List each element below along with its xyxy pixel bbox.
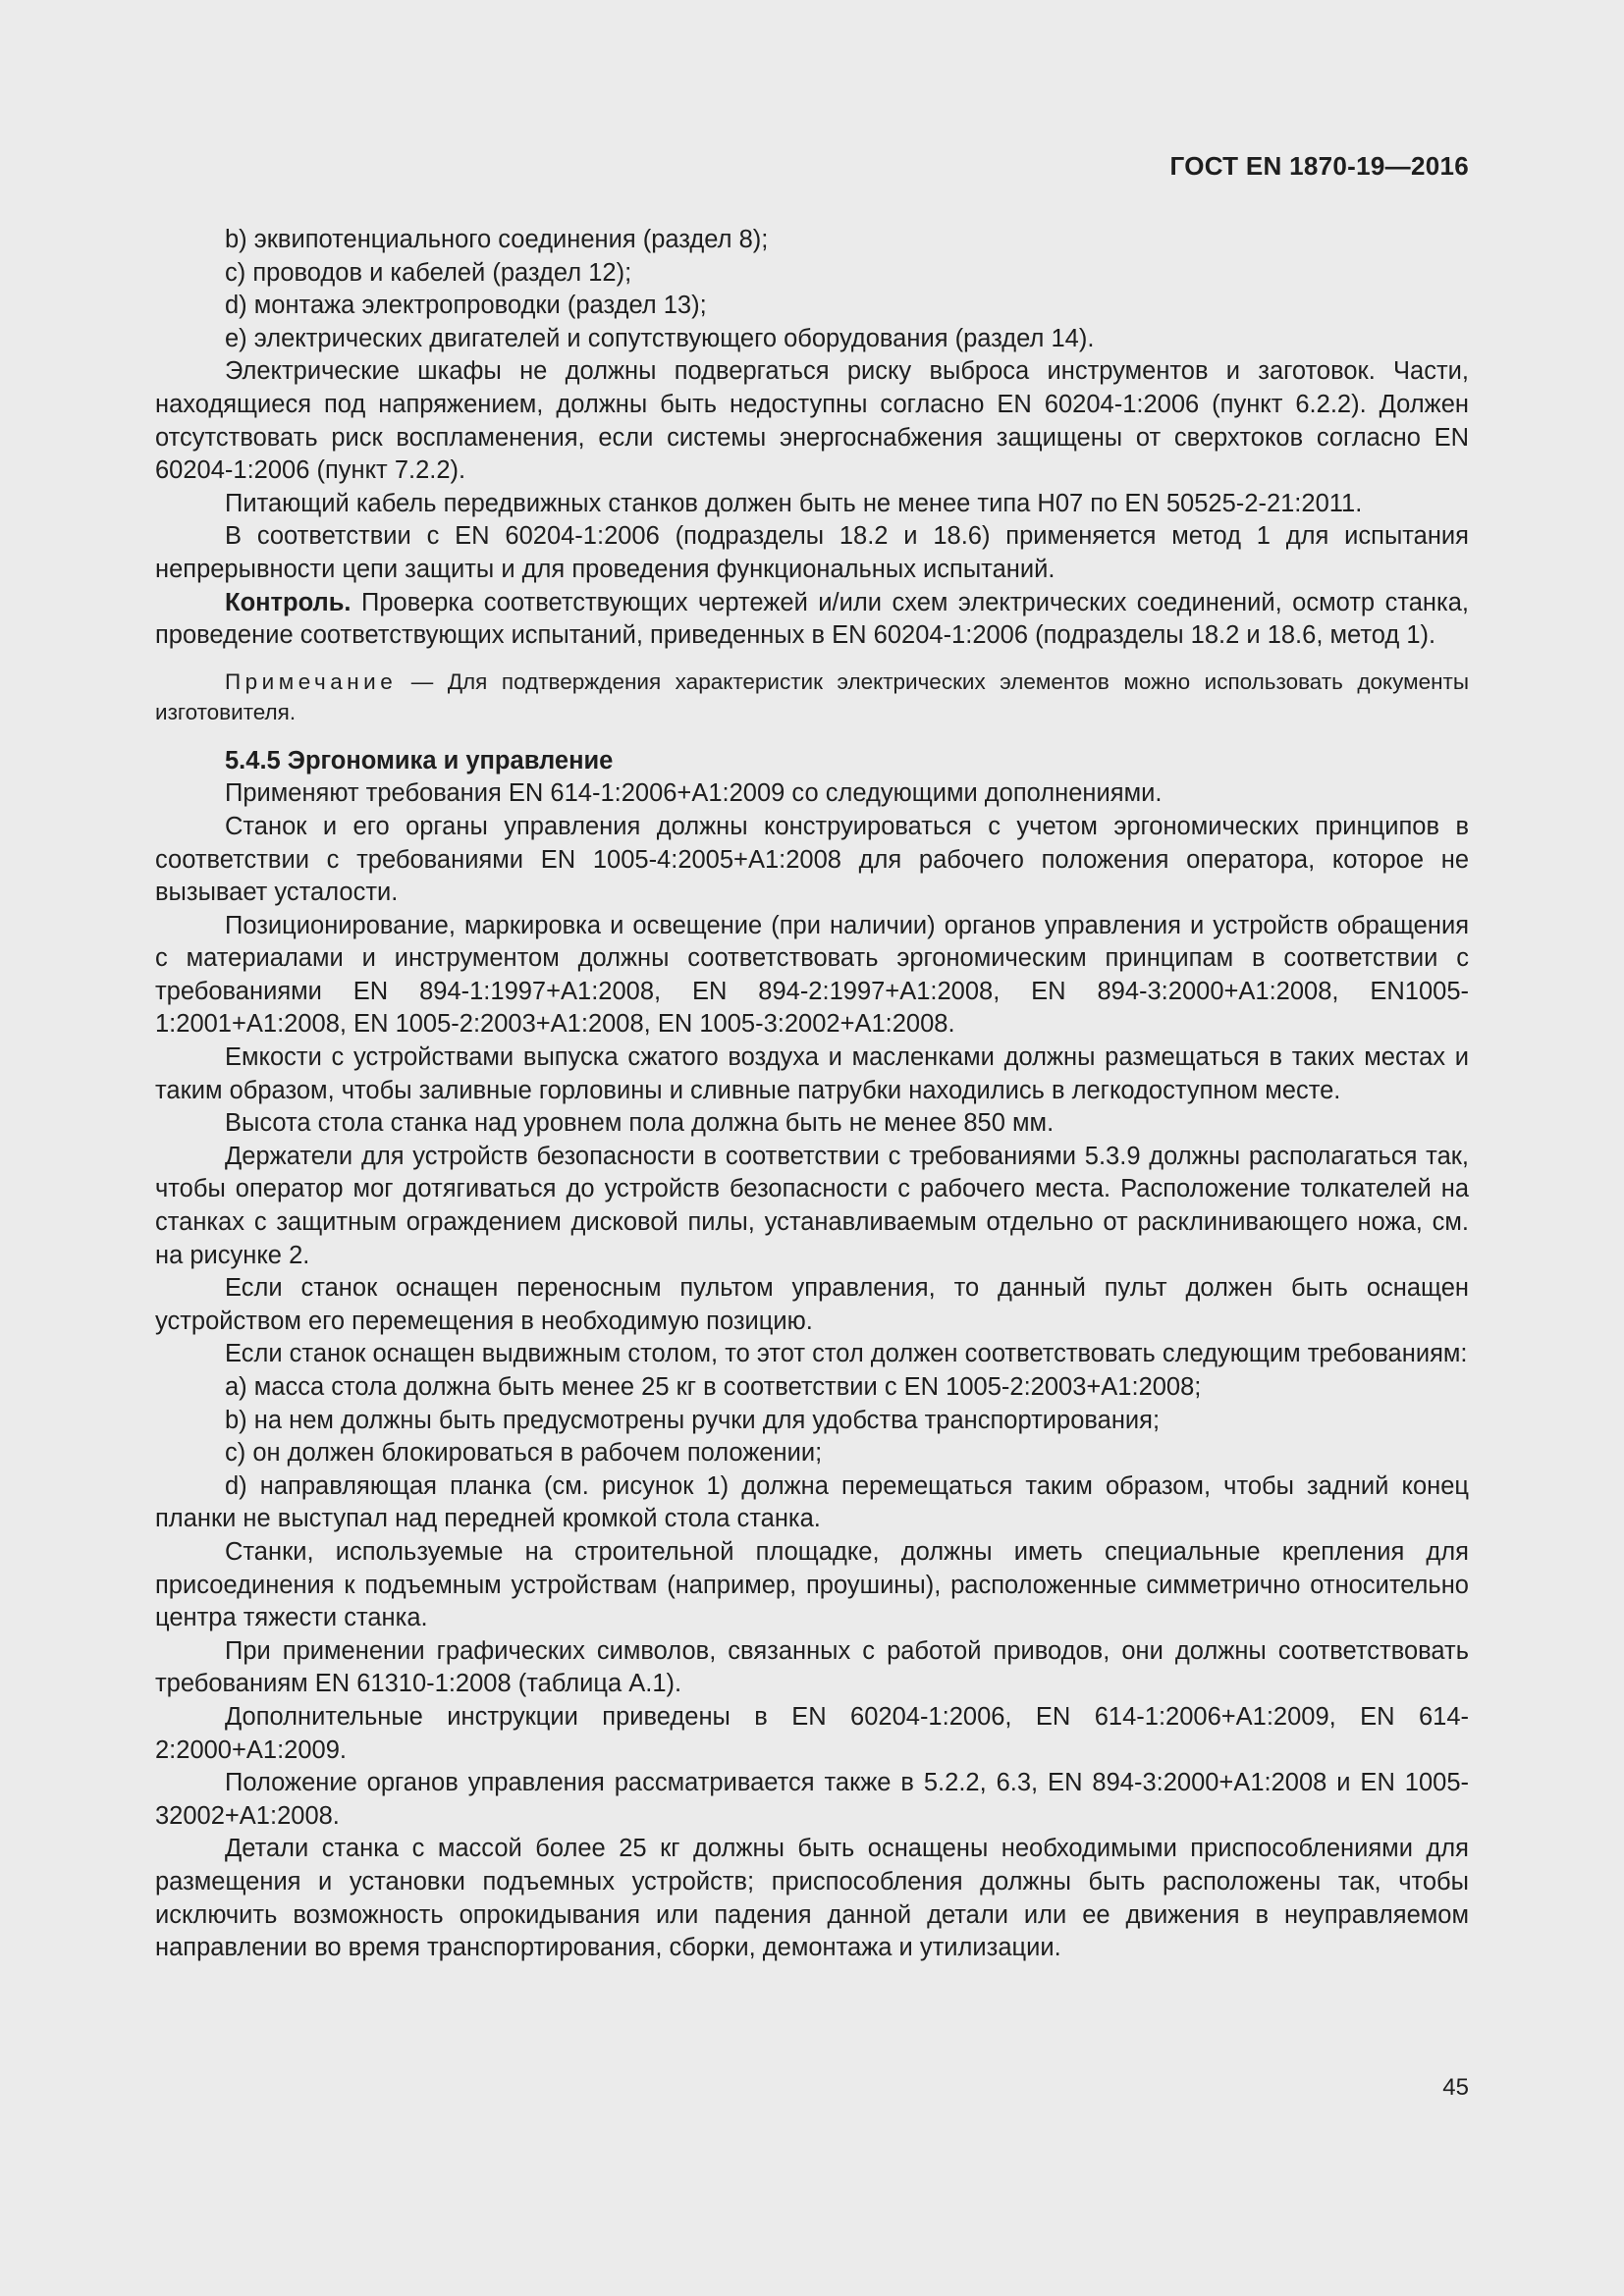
- paragraph-parts: Детали станка с массой более 25 кг должны быть оснащены необходимыми приспособлениями для размещения и установки подъемных устройств; приспособления должны быть расположены так, чтобы исключить возможность опрокидывания или падения данной детали или ее движения в неуправляемом направлении во время транспортирования, сборки, демонтажа и утилизации.: [155, 1835, 1469, 1962]
- note-text: — Для подтверждения характеристик электрических элементов можно использовать документы изготовителя.: [155, 668, 1469, 724]
- list-item: b) на нем должны быть предусмотрены ручки для удобства транспортирования;: [225, 1406, 1161, 1434]
- list-item: d) направляющая планка (см. рисунок 1) должна перемещаться таким образом, чтобы задний конец планки не выступал над передней кромкой стола станка.: [155, 1471, 1469, 1533]
- page-number: 45: [1442, 2074, 1469, 2101]
- paragraph-sliding-table: Если станок оснащен выдвижным столом, то этот стол должен соответствовать следующим требованиям:: [225, 1340, 1468, 1368]
- paragraph-apply: Применяют требования EN 614-1:2006+A1:2009 со следующими дополнениями.: [225, 779, 1163, 808]
- paragraph-cable: Питающий кабель передвижных станков должен быть не менее типа H07 по EN 50525-2-21:2011.: [225, 489, 1363, 517]
- paragraph-additional: Дополнительные инструкции приведены в EN 60204-1:2006, EN 614-1:2006+A1:2009, EN 614-2:2000+A1:2009.: [155, 1702, 1469, 1764]
- list-item: a) масса стола должна быть менее 25 кг в соответствии с EN 1005-2:2003+A1:2008;: [225, 1373, 1202, 1401]
- note: [155, 667, 1469, 727]
- paragraph-machine: Станок и его органы управления должны конструироваться с учетом эргономических принципов в соответствии с требованиями EN 1005-4:2005+A1:2008 для рабочего положения оператора, которое не вызывает усталости.: [155, 812, 1469, 907]
- list-item: b) эквипотенциального соединения (раздел 8);: [225, 226, 769, 253]
- list-item: c) он должен блокироваться в рабочем положении;: [225, 1439, 823, 1468]
- section-heading: 5.4.5 Эргономика и управление: [225, 746, 614, 774]
- list-item: c) проводов и кабелей (раздел 12);: [225, 258, 632, 287]
- control-text: Проверка соответствующих чертежей и/или схем электрических соединений, осмотр станка, проведение соответствующих испытаний, приведенных в EN 60204-1:2006 (подразделы 18.2 и 18.6, метод 1).: [155, 588, 1469, 650]
- paragraph-pendant: Если станок оснащен переносным пультом управления, то данный пульт должен быть оснащен устройством его перемещения в необходимую позицию.: [155, 1274, 1469, 1335]
- paragraph-cabinets: Электрические шкафы не должны подвергаться риску выброса инструментов и заготовок. Части, находящиеся под напряжением, должны быть недоступны согласно EN 60204-1:2006 (пункт 6.2.2). Должен отсутствовать риск воспламенения, если системы энергоснабжения защищены от сверхтоков согласно EN 60204-1:2006 (пункт 7.2.2).: [155, 357, 1469, 485]
- note-label: Примечание: [225, 668, 398, 694]
- paragraph-controls-position: Положение органов управления рассматривается также в 5.2.2, 6.3, EN 894-3:2000+A1:2008 и EN 1005-32002+A1:2008.: [155, 1769, 1469, 1830]
- paragraph-containers: Емкости с устройствами выпуска сжатого воздуха и масленками должны размещаться в таких местах и таким образом, чтобы заливные горловины и сливные патрубки находились в легкодоступном месте.: [155, 1043, 1469, 1104]
- control-label: Контроль.: [225, 588, 352, 616]
- paragraph-method: В соответствии с EN 60204-1:2006 (подразделы 18.2 и 18.6) применяется метод 1 для испытания непрерывности цепи защиты и для проведения функциональных испытаний.: [155, 522, 1469, 583]
- paragraph-table-height: Высота стола станка над уровнем пола должна быть не менее 850 мм.: [225, 1109, 1055, 1138]
- paragraph-positioning: Позиционирование, маркировка и освещение (при наличии) органов управления и устройств обращения с материалами и инструментом должны соответствовать эргономическим принципам в соответствии с требованиями EN 894-1:1997+A1:2008, EN 894-2:1997+A1:2008, EN 894-3:2000+A1:2008, EN1005-1:2001+A1:2008, EN 1005-2:2003+A1:2008, EN 1005-3:2002+A1:2008.: [155, 911, 1469, 1039]
- list-item: e) электрических двигателей и сопутствующего оборудования (раздел 14).: [225, 324, 1095, 352]
- document-header: ГОСТ EN 1870-19—2016: [1169, 151, 1469, 181]
- paragraph-construction-site: Станки, используемые на строительной площадке, должны иметь специальные крепления для присоединения к подъемным устройствам (например, проушины), расположенные симметрично относительно центра тяжести станка.: [155, 1537, 1469, 1632]
- paragraph-control: [155, 587, 1469, 653]
- paragraph-holders: Держатели для устройств безопасности в соответствии с требованиями 5.3.9 должны располагаться так, чтобы оператор мог дотягиваться до устройств безопасности с рабочего места. Расположение толкателей на станках с защитным ограждением дисковой пилы, устанавливаемым отдельно от расклинивающего ножа, см. на рисунке 2.: [155, 1142, 1469, 1269]
- document-body: [155, 224, 1469, 1965]
- list-item: d) монтажа электропроводки (раздел 13);: [225, 292, 707, 320]
- paragraph-symbols: При применении графических символов, связанных с работой приводов, они должны соответствовать требованиям EN 61310-1:2008 (таблица A.1).: [155, 1636, 1469, 1698]
